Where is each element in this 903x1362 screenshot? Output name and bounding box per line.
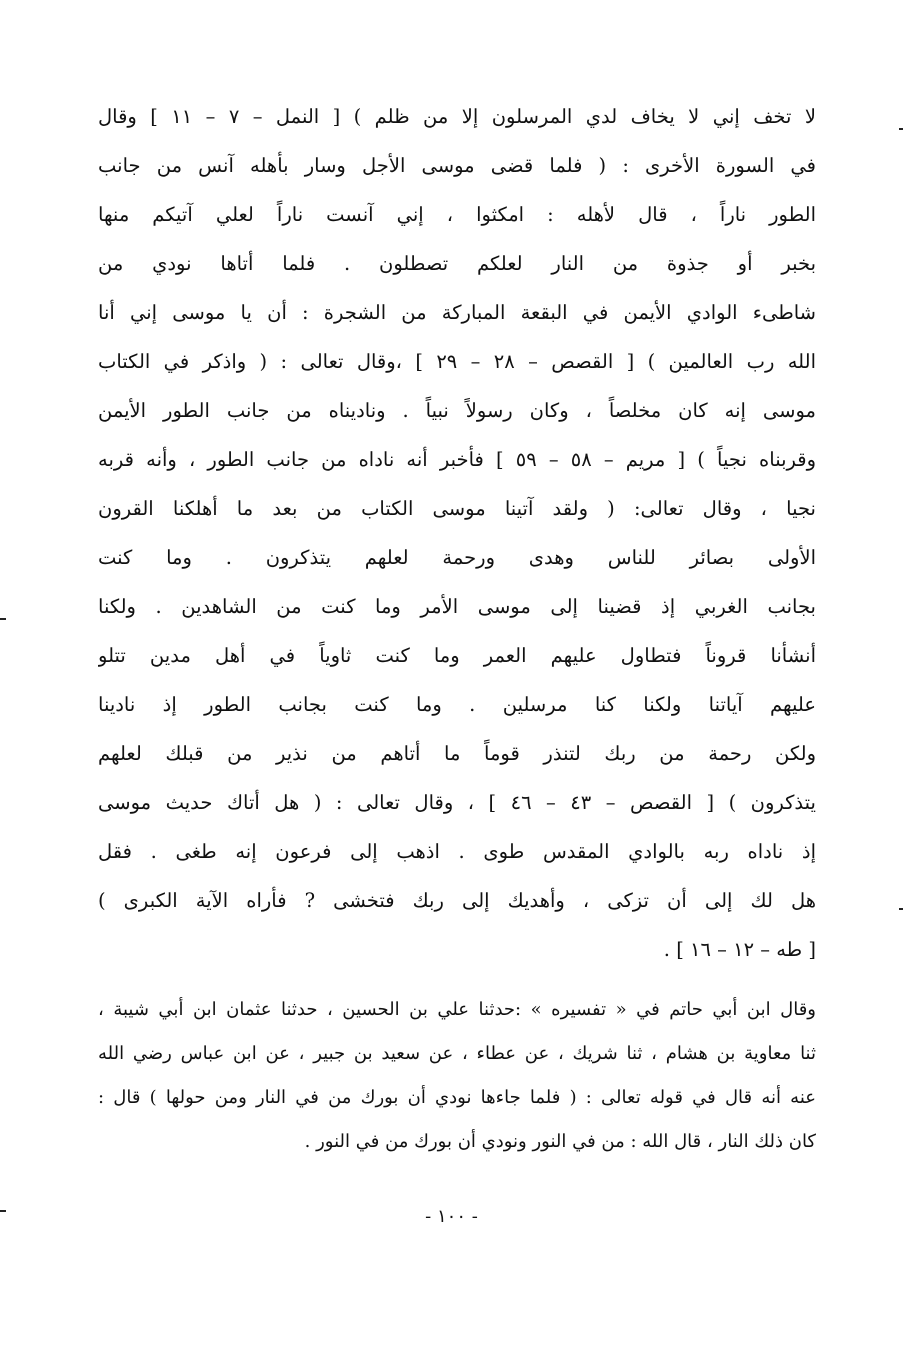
text-line: شاطىء الوادي الأيمن في البقعة المباركة من الشجرة : أن يا موسى إني أنا bbox=[98, 301, 816, 324]
text-line: وقال ابن أبي حاتم في « تفسيره » :حدثنا علي بن الحسين ، حدثنا عثمان ابن أبي شيبة ، bbox=[98, 999, 816, 1020]
scan-margin-mark bbox=[899, 908, 903, 910]
scan-margin-mark bbox=[0, 1210, 6, 1212]
text-line: وقربناه نجياً ) [ مريم – ٥٨ – ٥٩ ] فأخبر أنه ناداه من جانب الطور ، وأنه قربه bbox=[98, 448, 816, 471]
text-line: الأولى بصائر للناس وهدى ورحمة لعلهم يتذكرون . وما كنت bbox=[98, 546, 816, 569]
text-line: نجيا ، وقال تعالى: ( ولقد آتينا موسى الكتاب من بعد ما أهلكنا القرون bbox=[98, 497, 816, 520]
text-line: [ طه – ١٢ – ١٦ ] . bbox=[663, 938, 816, 961]
text-line: يتذكرون ) [ القصص – ٤٣ – ٤٦ ] ، وقال تعالى : ( هل أتاك حديث موسى bbox=[98, 791, 816, 814]
text-line: كان ذلك النار ، قال الله : من في النور ونودي أن بورك من في النور . bbox=[304, 1131, 816, 1152]
scan-margin-mark bbox=[0, 618, 6, 620]
text-line: ولكن رحمة من ربك لتنذر قوماً ما أتاهم من نذير من قبلك لعلهم bbox=[98, 742, 816, 765]
text-line: الطور ناراً ، قال لأهله : امكثوا ، إني آنست ناراً لعلي آتيكم منها bbox=[98, 203, 816, 226]
text-line: عليهم آياتنا ولكنا كنا مرسلين . وما كنت بجانب الطور إذ نادينا bbox=[98, 693, 816, 716]
quote-paragraph bbox=[98, 988, 816, 1164]
text-line: بجانب الغربي إذ قضينا إلى موسى الأمر وما كنت من الشاهدين . ولكنا bbox=[98, 595, 816, 618]
text-line: هل لك إلى أن تزكى ، وأهديك إلى ربك فتخشى ? فأراه الآية الكبرى ) bbox=[98, 889, 816, 912]
page-number: - ١٠٠ - bbox=[425, 1206, 478, 1227]
main-paragraph bbox=[98, 92, 816, 974]
text-line: إذ ناداه ربه بالوادي المقدس طوى . اذهب إلى فرعون إنه طغى . فقل bbox=[98, 840, 816, 863]
text-line: الله رب العالمين ) [ القصص – ٢٨ – ٢٩ ] ،وقال تعالى : ( واذكر في الكتاب bbox=[98, 350, 816, 373]
text-line: بخبر أو جذوة من النار لعلكم تصطلون . فلما أتاها نودي من bbox=[98, 252, 816, 275]
text-line: ثنا معاوية بن هشام ، ثنا شريك ، عن عطاء ، عن سعيد بن جبير ، عن ابن عباس رضي الله bbox=[98, 1043, 816, 1064]
text-line: في السورة الأخرى : ( فلما قضى موسى الأجل وسار بأهله آنس من جانب bbox=[98, 154, 816, 177]
text-line: لا تخف إني لا يخاف لدي المرسلون إلا من ظلم ) [ النمل – ٧ – ١١ ] وقال bbox=[98, 105, 816, 128]
scan-margin-mark bbox=[899, 128, 903, 130]
text-line: عنه أنه قال في قوله تعالى : ( فلما جاءها نودي أن بورك من في النار ومن حولها ) قال : bbox=[98, 1087, 816, 1108]
text-line: أنشأنا قروناً فتطاول عليهم العمر وما كنت ثاوياً في أهل مدين تتلو bbox=[98, 644, 816, 667]
text-line: موسى إنه كان مخلصاً ، وكان رسولاً نبياً . وناديناه من جانب الطور الأيمن bbox=[98, 399, 816, 422]
